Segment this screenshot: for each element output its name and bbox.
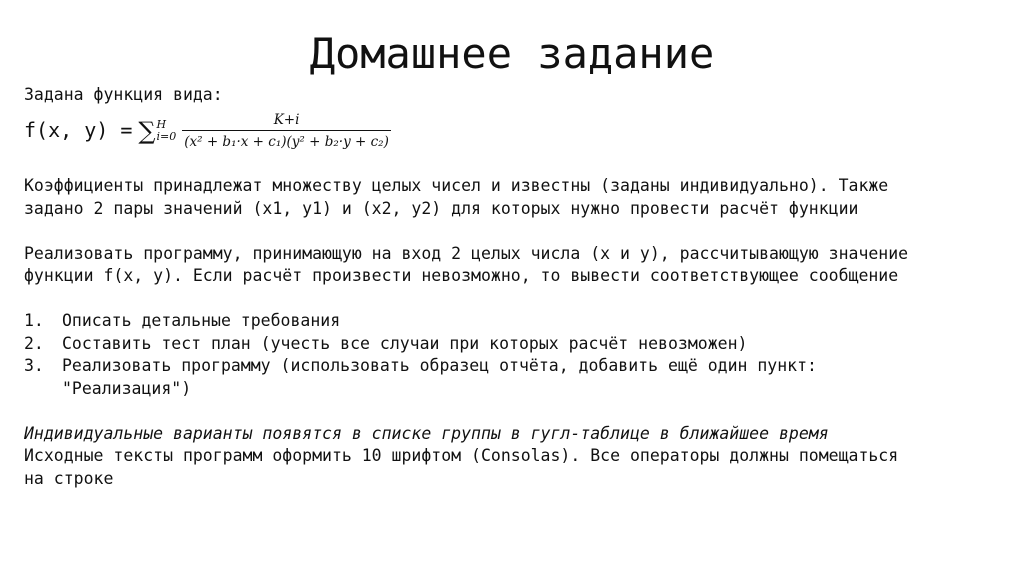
numerator: K+i	[273, 111, 300, 128]
list-text-continuation: "Реализация")	[62, 378, 192, 398]
list-item-3	[24, 355, 1004, 378]
paragraph2-line1: Реализовать программу, принимающую на вход 2 целых числа (x и y), рассчитывающую значение	[24, 243, 909, 263]
note-line2: на строке	[24, 468, 114, 488]
paragraph2-line2: функции f(x, y). Если расчёт произвести невозможно, то вывести соответствующее сообщение	[24, 266, 899, 285]
fraction	[182, 111, 391, 151]
list-number: 1.	[24, 311, 44, 330]
list-item-1	[24, 310, 1004, 333]
formula	[24, 109, 1004, 153]
list-item-2	[24, 333, 1004, 356]
sigma-symbol: ∑	[138, 116, 156, 145]
slide-title: Домашнее задание	[309, 29, 715, 78]
note-italic: Индивидуальные варианты появятся в списке группы в гугл-таблице в ближайшее время	[24, 423, 829, 443]
formula-lhs: f(x, y) =	[24, 118, 133, 143]
slide-content	[24, 84, 1004, 490]
list-number: 2.	[24, 333, 44, 353]
intro-text: Задана функция вида:	[24, 85, 223, 104]
paragraph1-line1: Коэффициенты принадлежат множеству целых чисел и известны (заданы индивидуально). Также	[24, 176, 889, 195]
denominator: (x² + b₁·x + c₁)(y² + b₂·y + c₂)	[182, 130, 391, 151]
lower-limit: i=0	[156, 129, 177, 143]
paragraph1-line2: задано 2 пары значений (x1, y1) и (x2, y2) для которых нужно провести расчёт функции	[24, 198, 859, 218]
list-text: Составить тест план (учесть все случаи при которых расчёт невозможен)	[62, 333, 748, 353]
list-text: Описать детальные требования	[62, 311, 341, 330]
list-item-3-continuation	[24, 378, 1004, 401]
list-number: 3.	[24, 356, 44, 375]
summation	[138, 116, 177, 145]
note-line1: Исходные тексты программ оформить 10 шрифтом (Consolas). Все операторы должны помещаться	[24, 446, 899, 465]
list-text: Реализовать программу (использовать образец отчёта, добавить ещё один пункт:	[62, 356, 817, 375]
upper-limit: H	[156, 117, 167, 131]
sum-limits	[157, 119, 177, 143]
